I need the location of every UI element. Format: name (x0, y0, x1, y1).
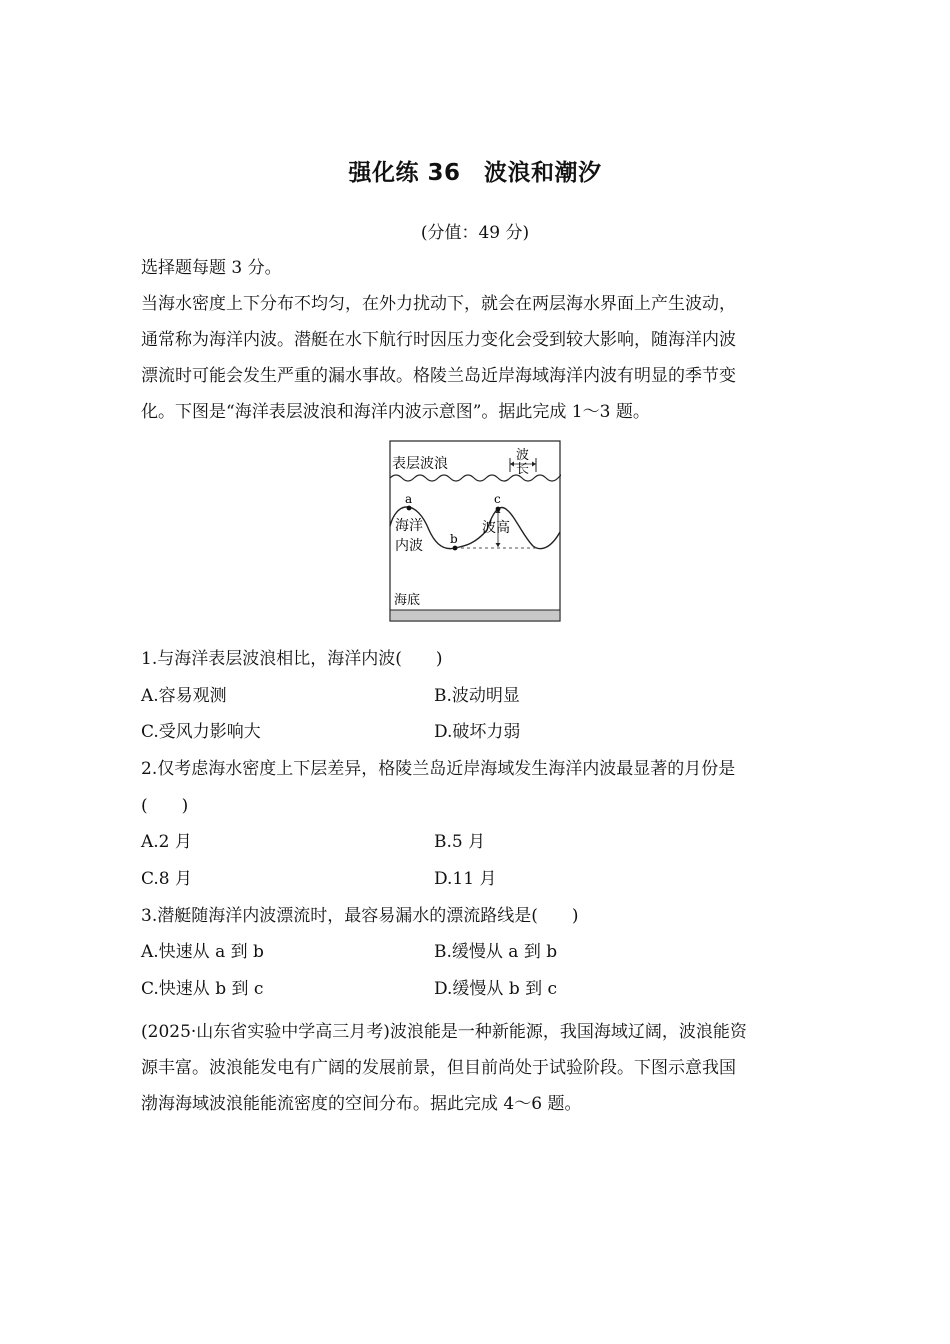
wave-height-label: 波高 (482, 520, 510, 536)
wave-diagram (389, 440, 561, 622)
point-c-marker (496, 507, 501, 512)
point-a-label: a (405, 492, 413, 506)
question-2-stem: 2.仅考虑海水密度上下层差异，格陵兰岛近岸海域发生海洋内波最显著的月份是 (141, 759, 736, 779)
point-b-marker (453, 546, 458, 551)
wave-height-arrowhead-down (496, 543, 501, 547)
wavelength-label: 长 (516, 462, 530, 477)
passage-line: 漂流时可能会发生严重的漏水事故。格陵兰岛近岸海域海洋内波有明显的季节变 (141, 366, 736, 386)
q1-option-b: B.波动明显 (434, 686, 520, 706)
q3-option-b: B.缓慢从 a 到 b (434, 942, 558, 962)
point-a-marker (407, 506, 412, 511)
point-c-label: c (494, 492, 501, 506)
passage-line: 渤海海域波浪能能流密度的空间分布。据此完成 4～6 题。 (141, 1094, 582, 1114)
passage-line: 通常称为海洋内波。潜艇在水下航行时因压力变化会受到较大影响，随海洋内波 (141, 330, 736, 350)
passage-line: 源丰富。波浪能发电有广阔的发展前景，但目前尚处于试验阶段。下图示意我国 (141, 1058, 736, 1078)
wavelength-arrowhead-left (510, 462, 514, 467)
seabed-strip (390, 610, 560, 621)
question-1-stem: 1.与海洋表层波浪相比，海洋内波( ) (141, 649, 443, 669)
q3-option-d: D.缓慢从 b 到 c (434, 979, 558, 999)
q2-option-b: B.5 月 (434, 832, 486, 852)
passage-1 (141, 286, 811, 430)
point-b-label: b (450, 532, 458, 546)
passage-line: 化。下图是“海洋表层波浪和海洋内波示意图”。据此完成 1～3 题。 (141, 402, 650, 422)
instruction-note: 选择题每题 3 分。 (141, 258, 282, 278)
q3-option-c: C.快速从 b 到 c (141, 979, 264, 999)
wavelength-arrowhead-right (532, 462, 536, 467)
surface-wave-label: 表层波浪 (392, 456, 448, 472)
score-line: (分值：49 分) (420, 223, 530, 243)
surface-wave-line (390, 475, 561, 481)
internal-wave-label: 内波 (395, 538, 423, 554)
page-title: 强化练 36 波浪和潮汐 (348, 160, 602, 186)
internal-wave-label: 海洋 (395, 518, 423, 534)
q3-option-a: A.快速从 a 到 b (141, 942, 264, 962)
passage-line: (2025·山东省实验中学高三月考)波浪能是一种新能源，我国海域辽阔，波浪能资 (141, 1022, 747, 1042)
q1-option-a: A.容易观测 (141, 686, 227, 706)
seabed-label: 海底 (394, 593, 421, 608)
passage-line: 当海水密度上下分布不均匀，在外力扰动下，就会在两层海水界面上产生波动， (141, 294, 736, 314)
passage-2 (141, 1014, 811, 1122)
question-3-stem: 3.潜艇随海洋内波漂流时，最容易漏水的漂流路线是( ) (141, 906, 579, 926)
q1-option-d: D.破坏力弱 (434, 722, 521, 742)
q2-option-c: C.8 月 (141, 869, 193, 889)
question-2-blank: ( ) (141, 796, 189, 816)
wavelength-label: 波 (516, 448, 530, 463)
q2-option-a: A.2 月 (141, 832, 192, 852)
q1-option-c: C.受风力影响大 (141, 722, 261, 742)
q2-option-d: D.11 月 (434, 869, 497, 889)
